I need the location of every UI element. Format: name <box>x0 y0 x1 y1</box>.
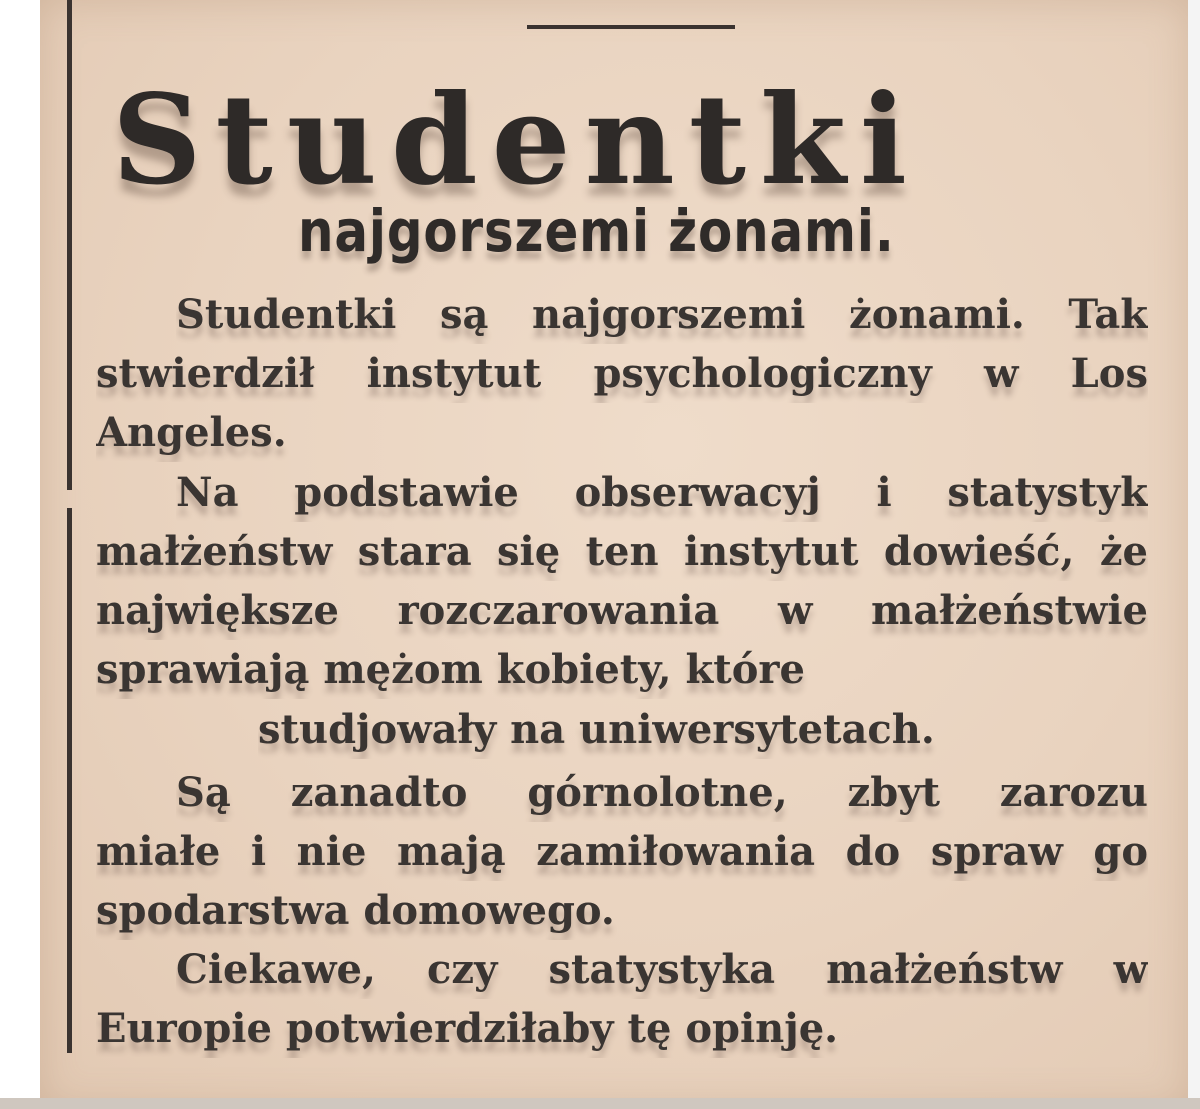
article-line: studjowały na uniwersytetach. <box>258 706 935 753</box>
article-line: małżeństw stara się ten instytut dowieść, że <box>96 528 1148 575</box>
column-rule-upper <box>67 0 72 490</box>
article-line: miałe i nie mają zamiłowania do spraw go <box>96 828 1148 875</box>
article-line: Ciekawe, czy statystyka małżeństw w <box>176 946 1148 993</box>
column-rule-lower <box>67 508 72 1053</box>
article-line: stwierdził instytut psychologiczny w Los <box>96 350 1148 397</box>
scan-margin-right <box>1188 0 1200 1109</box>
scan-margin-bottom <box>0 1098 1200 1109</box>
article-line: Europie potwierdziłaby tę opinję. <box>96 1005 839 1052</box>
article-line: największe rozczarowania w małżeństwie <box>96 587 1148 634</box>
section-divider <box>527 25 735 29</box>
article-line: Na podstawie obserwacyj i statystyk <box>176 469 1148 516</box>
article-line: spodarstwa domowego. <box>96 887 615 934</box>
article-headline: Studentki <box>112 68 922 213</box>
article-subheadline: najgorszemi żonami. <box>298 197 895 265</box>
article-line: sprawiają mężom kobiety, które <box>96 646 805 693</box>
article-line: Studentki są najgorszemi żonami. Tak <box>176 291 1148 338</box>
article-line: Są zanadto górnolotne, zbyt zarozu <box>176 769 1148 816</box>
article-line: Angeles. <box>96 409 287 456</box>
